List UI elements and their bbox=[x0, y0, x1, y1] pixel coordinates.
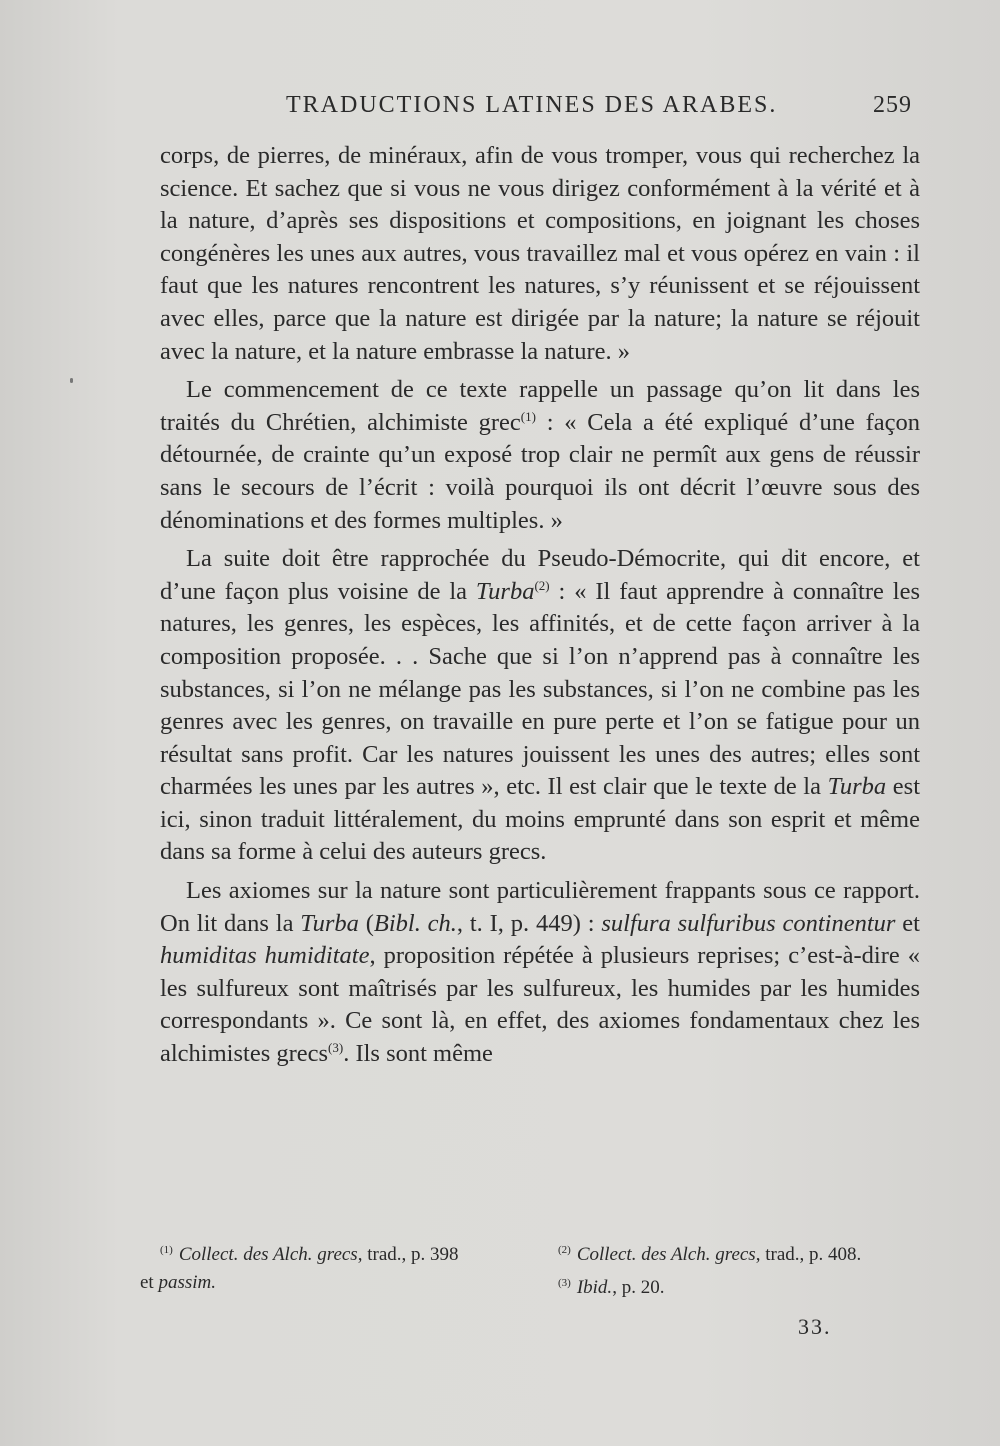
footnote-1-title: Collect. des Alch. grecs bbox=[178, 1244, 358, 1265]
running-title: TRADUCTIONS LATINES DES ARABES. bbox=[286, 92, 778, 118]
footnotes bbox=[140, 1236, 920, 1296]
paragraph-1: corps, de pierres, de minéraux, afin de vous tromper, vous qui recherchez la science. Et sachez que si vous ne vous dirigez conformément à la vérité et à la nature, d’après ses dispositions et compositions, en joignant les choses congénères les unes aux autres, vous travaillez mal et vous opérez en vain : il faut que les natures rencontrent les natures, s’y réunissent et se réjouissent avec elles, parce que la nature est dirigée par la nature; la nature se réjouit avec la nature, et la nature embrasse la nature. » bbox=[160, 142, 920, 365]
paragraph-4-and: et bbox=[895, 909, 920, 937]
footnote-1-rest: , trad., p. 398 bbox=[357, 1244, 459, 1265]
page-number: 259 bbox=[873, 92, 912, 118]
paragraph-3-end: est ici, sinon traduit littéralement, du moins emprunté dans son esprit et même dans sa forme à celui des auteurs grecs. bbox=[160, 773, 920, 866]
paragraph-2-text: Le commencement de ce texte rappelle un passage qu’on lit dans les traités du Chrétien, alchimiste grec bbox=[160, 376, 920, 436]
page-header bbox=[160, 92, 920, 126]
footnotes-right bbox=[558, 1236, 918, 1302]
footnote-ref-2: (2) bbox=[534, 577, 550, 593]
footnote-1 bbox=[140, 1236, 520, 1297]
paragraph-2-quote: : « Cela a été expliqué d’une façon détournée, de crainte qu’un exposé trop clair ne permît aux gens de réussir sans le secours de l’écrit : voilà pourquoi ils ont décrit l’œuvre sous des dénominations et des formes multiples. » bbox=[160, 408, 920, 534]
footnote-3 bbox=[558, 1269, 918, 1302]
paragraph-4 bbox=[160, 875, 920, 1071]
footnote-2-rest: , trad., p. 408. bbox=[755, 1244, 862, 1265]
footnote-1-et: et bbox=[140, 1272, 159, 1293]
bibl-citation: Bibl. ch. bbox=[373, 909, 457, 937]
footnote-3-rest: , p. 20. bbox=[612, 1277, 665, 1298]
ink-speck bbox=[70, 378, 73, 383]
paragraph-4-paren: ( bbox=[358, 909, 374, 937]
turba-title: Turba bbox=[300, 909, 359, 937]
footnote-ref-3: (3) bbox=[328, 1040, 344, 1056]
footnote-3-title: Ibid. bbox=[576, 1277, 613, 1298]
paragraph-2 bbox=[160, 374, 920, 537]
latin-phrase-1: sulfura sulfuribus continentur bbox=[601, 909, 896, 937]
footnote-ref-1: (1) bbox=[520, 408, 536, 424]
paragraph-3-quote: : « Il faut apprendre à connaître les natures, les genres, les espèces, les affinités, et de cette façon arriver à la composition proposée. . . Sache que si l’on n’apprend pas à connaître les substances, si l’on ne mélange pas les substances, si l’on ne combine pas les genres avec les genres, on travaille en pure perte et l’on se fatigue pour un résultat sans profit. Car les natures jouissent les unes des autres; elles sont charmées les unes par les autres », etc. Il est clair que le texte de la bbox=[160, 577, 920, 801]
footnote-2 bbox=[558, 1236, 918, 1269]
paragraph-4-end: . Ils sont même bbox=[343, 1040, 493, 1068]
paragraph-4-text: Les axiomes sur la nature sont particulièrement frappants sous ce rapport. On lit dans la bbox=[160, 877, 920, 937]
footnote-mark-3: (3) bbox=[558, 1277, 571, 1289]
paragraph-3-text: La suite doit être rapprochée du Pseudo-Démocrite, qui dit encore, et d’une façon plus voisine de la bbox=[160, 545, 920, 605]
paragraph-4-rest: , proposition répétée à plusieurs reprises; c’est-à-dire « les sulfureux sont maîtrisés par les sulfureux, les humides par les humides correspondants ». Ce sont là, en effet, des axiomes fondamentaux chez les alchimistes grecs bbox=[160, 942, 920, 1068]
signature-mark: 33. bbox=[798, 1314, 832, 1339]
turba-title: Turba bbox=[475, 577, 535, 605]
body-text bbox=[160, 140, 920, 1071]
footnote-2-title: Collect. des Alch. grecs bbox=[576, 1244, 756, 1265]
turba-title: Turba bbox=[827, 773, 887, 801]
footnote-1-passim: passim. bbox=[158, 1272, 217, 1293]
footnote-mark-2: (2) bbox=[558, 1244, 571, 1256]
footnote-mark-1: (1) bbox=[160, 1244, 173, 1256]
paragraph-4-citation: , t. I, p. 449) : bbox=[456, 909, 602, 937]
latin-phrase-2: humiditas humiditate bbox=[160, 942, 370, 970]
paragraph-3 bbox=[160, 543, 920, 869]
